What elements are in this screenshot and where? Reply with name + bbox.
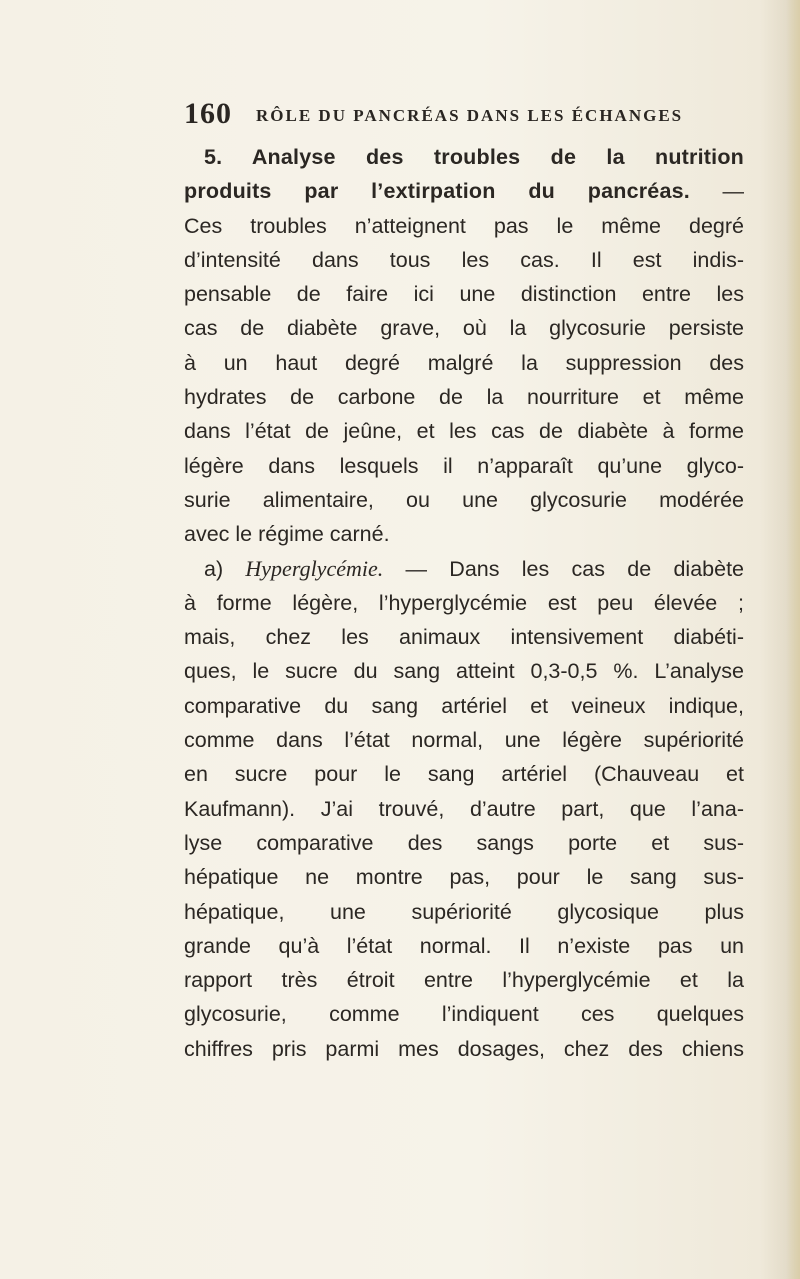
text-line: ques, le sucre du sang atteint 0,3-0,5 %. L’analyse bbox=[184, 659, 744, 684]
subsection-title: Hyperglycémie. bbox=[245, 555, 384, 581]
heading-dash: — bbox=[689, 179, 744, 204]
text-line: lyse comparative des sangs porte et sus- bbox=[184, 830, 744, 855]
text-line: avec le régime carné. bbox=[184, 522, 390, 547]
text-line: glycosurie, comme l’indiquent ces quelques bbox=[184, 1002, 744, 1027]
text-line: dans l’état de jeûne, et les cas de diabète à forme bbox=[184, 419, 744, 444]
text-line: comparative du sang artériel et veineux indique, bbox=[184, 693, 744, 718]
text-line: légère dans lesquels il n’apparaît qu’une glyco- bbox=[184, 453, 744, 478]
text-line: d’intensité dans tous les cas. Il est indis- bbox=[184, 247, 744, 272]
text-line: Kaufmann). J’ai trouvé, d’autre part, que l’ana- bbox=[184, 796, 744, 821]
text-line: rapport très étroit entre l’hyperglycémie et la bbox=[184, 968, 744, 993]
subsection-label: a) bbox=[204, 556, 246, 581]
text-line: hydrates de carbone de la nourriture et même bbox=[184, 385, 744, 410]
page-number: 160 bbox=[184, 97, 232, 130]
section-heading-line-2 bbox=[184, 174, 744, 208]
section-heading-continued: produits par l’extirpation du pancréas. bbox=[184, 179, 690, 204]
subsection-text: — Dans les cas de diabète bbox=[383, 556, 744, 581]
page-edge-shadow bbox=[786, 0, 800, 1279]
text-line: en sucre pour le sang artériel (Chauveau et bbox=[184, 762, 744, 787]
running-head: RÔLE DU PANCRÉAS DANS LES ÉCHANGES bbox=[256, 106, 684, 125]
text-line: à forme légère, l’hyperglycémie est peu élevée ; bbox=[184, 590, 744, 615]
text-line: pensable de faire ici une distinction entre les bbox=[184, 282, 744, 307]
text-line: hépatique ne montre pas, pour le sang sus- bbox=[184, 865, 744, 890]
text-line: hépatique, une supériorité glycosique plus bbox=[184, 899, 744, 924]
page-header bbox=[184, 97, 744, 137]
text-line: Ces troubles n’atteignent pas le même degré bbox=[184, 213, 744, 238]
text-line: surie alimentaire, ou une glycosurie modérée bbox=[184, 487, 744, 512]
text-line: à un haut degré malgré la suppression des bbox=[184, 350, 744, 375]
text-line: cas de diabète grave, où la glycosurie persiste bbox=[184, 316, 744, 341]
subsection-line bbox=[184, 552, 744, 586]
text-line: chiffres pris parmi mes dosages, chez des chiens bbox=[184, 1036, 744, 1061]
body-text bbox=[184, 140, 744, 1066]
text-line: mais, chez les animaux intensivement diabéti- bbox=[184, 625, 744, 650]
text-line: comme dans l’état normal, une légère supériorité bbox=[184, 728, 744, 753]
section-heading-line-1 bbox=[184, 140, 744, 174]
text-line: grande qu’à l’état normal. Il n’existe pas un bbox=[184, 933, 744, 958]
section-heading: 5. Analyse des troubles de la nutrition bbox=[204, 145, 744, 169]
